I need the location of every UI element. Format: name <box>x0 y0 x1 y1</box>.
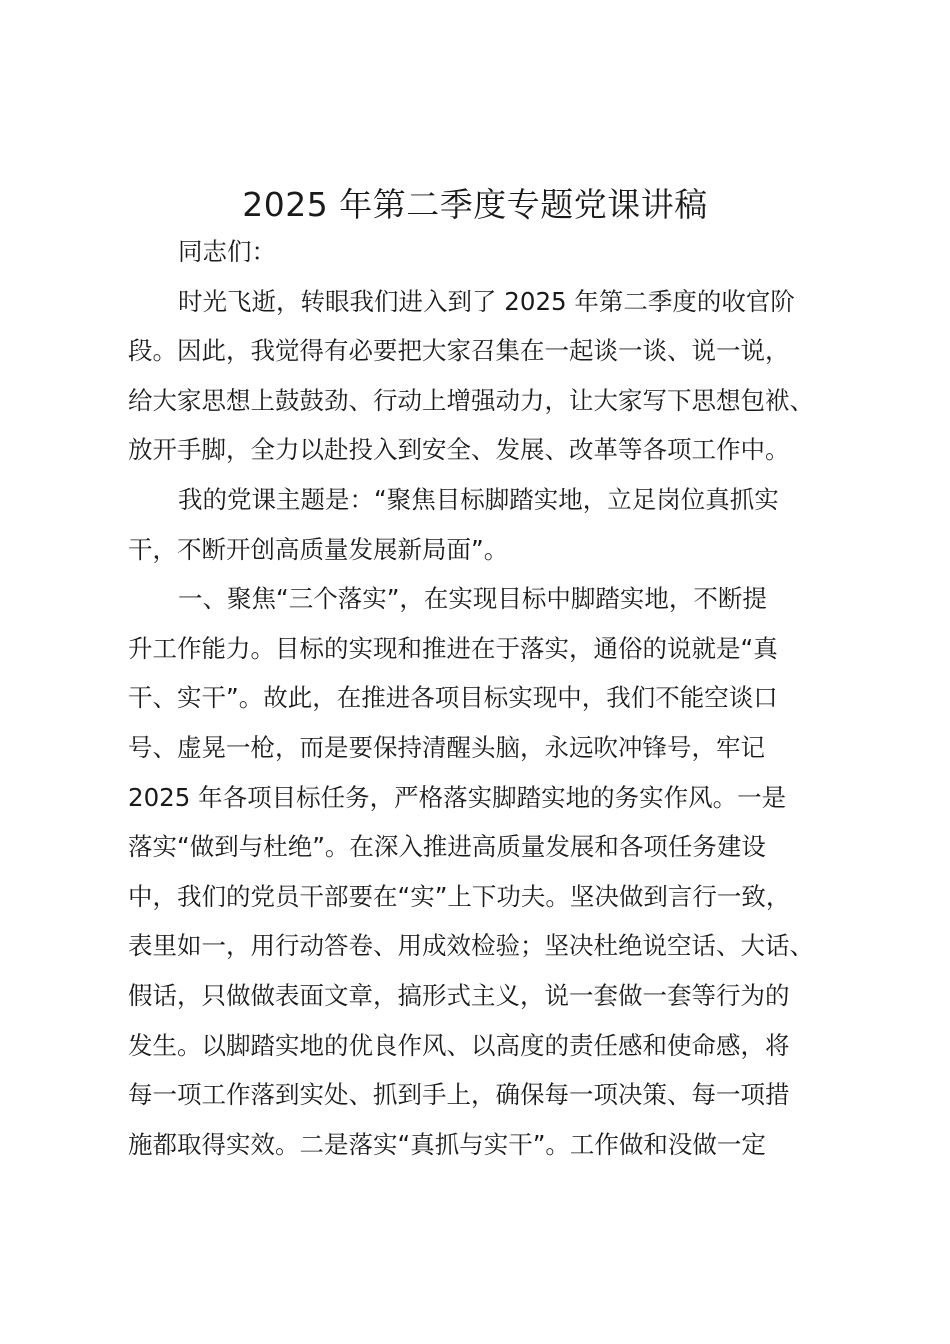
text-line: 中，我们的党员干部要在“实”上下功夫。坚决做到言行一致， <box>128 881 791 911</box>
text-line: 放开手脚，全力以赴投入到安全、发展、改革等各项工作中。 <box>128 435 790 465</box>
text-line: 段。因此，我觉得有必要把大家召集在一起谈一谈、说一说， <box>128 336 790 366</box>
text-line: 升工作能力。目标的实现和推进在于落实，通俗的说就是“真 <box>128 633 778 663</box>
document-body <box>128 227 838 1169</box>
document-title: 2025 年第二季度专题党课讲稿 <box>242 185 708 224</box>
text-line: 表里如一，用行动答卷、用成效检验；坚决杜绝说空话、大话、 <box>128 931 814 961</box>
text-line: 2025 年各项目标任务，严格落实脚踏实地的务实作风。一是 <box>128 782 787 812</box>
text-line: 干、实干”。故此，在推进各项目标实现中，我们不能空谈口 <box>128 683 778 713</box>
text-line: 干，不断开创高质量发展新局面”。 <box>128 534 509 564</box>
text-line: 假话，只做做表面文章，搞形式主义，说一套做一套等行为的 <box>128 980 790 1010</box>
text-line: 每一项工作落到实处、抓到手上，确保每一项决策、每一项措 <box>128 1080 790 1110</box>
text-line: 给大家思想上鼓鼓劲、行动上增强动力，让大家写下思想包袱、 <box>128 385 814 415</box>
text-line: 落实“做到与杜绝”。在深入推进高质量发展和各项任务建设 <box>128 832 766 862</box>
text-line: 施都取得实效。二是落实“真抓与实干”。工作做和没做一定 <box>128 1129 766 1159</box>
text-line-salutation: 同志们： <box>178 237 276 266</box>
text-line: 号、虚晃一枪，而是要保持清醒头脑，永远吹冲锋号，牢记 <box>128 732 765 762</box>
text-line: 我的党课主题是：“聚焦目标脚踏实地，立足岗位真抓实 <box>178 484 779 514</box>
text-line: 时光飞逝，转眼我们进入到了 2025 年第二季度的收官阶 <box>178 286 795 316</box>
text-line: 发生。以脚踏实地的优良作风、以高度的责任感和使命感，将 <box>128 1030 790 1060</box>
text-line-section-heading: 一、聚焦“三个落实”，在实现目标中脚踏实地，不断提 <box>178 584 767 614</box>
